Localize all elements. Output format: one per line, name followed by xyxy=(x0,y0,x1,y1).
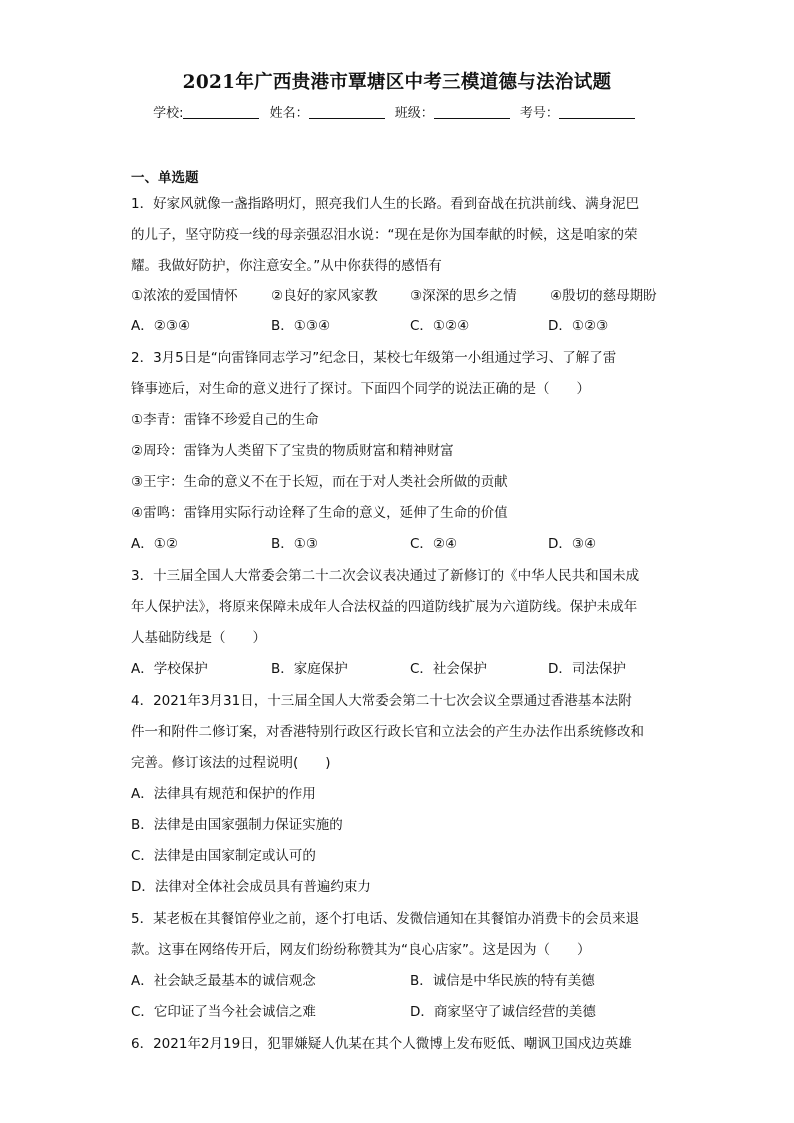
option-b[interactable]: B．①③④ xyxy=(271,318,331,334)
question-2-statement: ④雷鸣：雷锋用实际行动诠释了生命的意义，延伸了生命的价值 xyxy=(131,505,508,521)
question-2-statement: ③王宇：生命的意义不在于长短，而在于对人类社会所做的贡献 xyxy=(131,474,508,490)
option-b[interactable]: B．家庭保护 xyxy=(271,661,348,677)
statement: ③深深的思乡之情 xyxy=(410,288,517,304)
student-info-row xyxy=(0,102,794,121)
question-4-line: 件一和附件二修订案，对香港特别行政区行政长官和立法会的产生办法作出系统修改和 xyxy=(131,724,644,740)
option-b[interactable]: B．①③ xyxy=(271,536,318,552)
section-heading: 一、单选题 xyxy=(131,170,199,186)
option-a[interactable]: A．②③④ xyxy=(131,318,191,334)
option-a[interactable]: A．法律具有规范和保护的作用 xyxy=(131,786,316,802)
statement: ④殷切的慈母期盼 xyxy=(550,288,657,304)
school-blank[interactable] xyxy=(183,105,259,119)
question-2-statement: ①李青：雷锋不珍爱自己的生命 xyxy=(131,412,319,428)
question-2-line: 2．3月5日是“向雷锋同志学习”纪念日，某校七年级第一小组通过学习、了解了雷 xyxy=(131,350,617,366)
option-b[interactable]: B．诚信是中华民族的特有美德 xyxy=(410,973,595,989)
question-2-line: 锋事迹后，对生命的意义进行了探讨。下面四个同学的说法正确的是（ ） xyxy=(131,381,590,397)
option-a[interactable]: A．①② xyxy=(131,536,178,552)
option-d[interactable]: D．法律对全体社会成员具有普遍约束力 xyxy=(131,879,371,895)
option-d[interactable]: D．③④ xyxy=(548,536,597,552)
question-1-line: 的儿子，坚守防疫一线的母亲强忍泪水说：“现在是你为国奉献的时候，这是咱家的荣 xyxy=(131,227,638,243)
statement: ①浓浓的爱国情怀 xyxy=(131,288,238,304)
exam-number-blank[interactable] xyxy=(559,105,635,119)
name-blank[interactable] xyxy=(309,105,385,119)
option-d[interactable]: D．商家坚守了诚信经营的美德 xyxy=(410,1004,596,1020)
exam-number-label: 考号： xyxy=(519,106,559,121)
option-c[interactable]: C．②④ xyxy=(410,536,458,552)
question-3-line: 3．十三届全国人大常委会第二十二次会议表决通过了新修订的《中华人民共和国未成 xyxy=(131,568,640,584)
class-blank[interactable] xyxy=(434,105,510,119)
exam-title: 2021年广西贵港市覃塘区中考三模道德与法治试题 xyxy=(182,72,612,93)
question-1-line: 1．好家风就像一盏指路明灯，照亮我们人生的长路。看到奋战在抗洪前线、满身泥巴 xyxy=(131,196,640,212)
option-c[interactable]: C．它印证了当今社会诚信之难 xyxy=(131,1004,316,1020)
option-c[interactable]: C．法律是由国家制定或认可的 xyxy=(131,848,316,864)
question-3-line: 人基础防线是（ ） xyxy=(131,630,266,646)
question-4-line: 完善。修订该法的过程说明( ) xyxy=(131,755,331,771)
option-c[interactable]: C．社会保护 xyxy=(410,661,487,677)
question-4-line: 4．2021年3月31日，十三届全国人大常委会第二十七次会议全票通过香港基本法附 xyxy=(131,693,632,709)
option-c[interactable]: C．①②④ xyxy=(410,318,470,334)
statement: ②良好的家风家教 xyxy=(271,288,378,304)
question-2-statement: ②周玲：雷锋为人类留下了宝贵的物质财富和精神财富 xyxy=(131,443,454,459)
option-d[interactable]: D．司法保护 xyxy=(548,661,626,677)
name-label: 姓名： xyxy=(269,106,309,121)
question-5-line: 5．某老板在其餐馆停业之前，逐个打电话、发微信通知在其餐馆办消费卡的会员来退 xyxy=(131,911,640,927)
question-5-line: 款。这事在网络传开后，网友们纷纷称赞其为“良心店家”。这是因为（ ） xyxy=(131,942,591,958)
question-6-line: 6．2021年2月19日，犯罪嫌疑人仇某在其个人微博上发布贬低、嘲讽卫国戍边英雄 xyxy=(131,1036,632,1052)
option-a[interactable]: A．社会缺乏最基本的诚信观念 xyxy=(131,973,316,989)
school-label: 学校: xyxy=(153,106,184,121)
question-1-line: 耀。我做好防护，你注意安全。”从中你获得的感悟有 xyxy=(131,258,442,274)
question-3-line: 年人保护法》，将原来保障未成年人合法权益的四道防线扩展为六道防线。保护未成年 xyxy=(131,599,638,615)
option-b[interactable]: B．法律是由国家强制力保证实施的 xyxy=(131,817,343,833)
class-label: 班级： xyxy=(394,106,434,121)
option-d[interactable]: D．①②③ xyxy=(548,318,609,334)
option-a[interactable]: A．学校保护 xyxy=(131,661,208,677)
